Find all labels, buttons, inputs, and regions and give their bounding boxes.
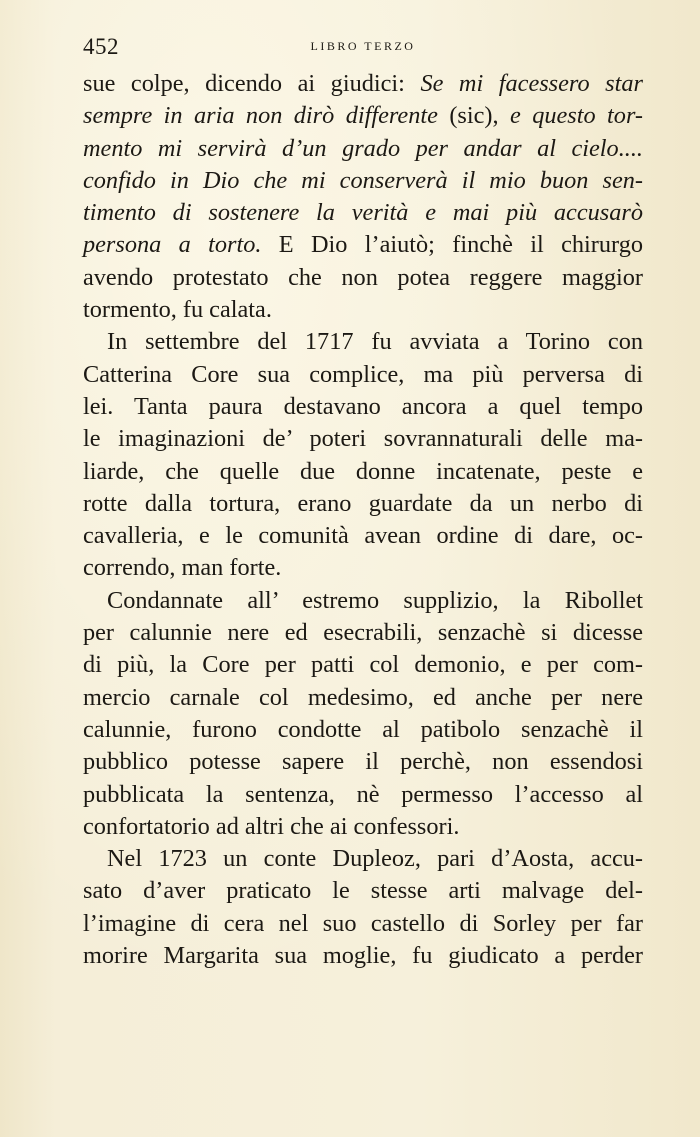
text-run: E Dio l’aiutò; finchè il chirurgo [278,231,643,259]
italic-text: mento mi servirà d’un grado per andar al cielo.... [83,134,643,162]
text-line [83,100,643,132]
text-run: morire Margarita sua moglie, fu giudicato a perder [83,942,643,970]
text-line [83,133,643,165]
text-run: Condannate all’ estremo supplizio, la Ribollet [107,586,643,614]
text-line [83,326,643,358]
text-line [83,520,643,552]
italic-text: persona a torto. [83,231,279,259]
italic-text: Se mi facessero star [420,70,643,97]
text-line [83,391,643,423]
page-number: 452 [83,34,119,59]
text-run: le imaginazioni de’ poteri sovrannaturali delle ma- [83,425,643,453]
text-line [83,294,643,326]
italic-text: confido in Dio che mi conserverà il mio buon sen- [83,166,643,194]
text-line [83,746,643,778]
running-title: LIBRO TERZO [310,39,416,53]
text-run: l’imagine di cera nel suo castello di Sorley per far [83,909,643,937]
text-run: Catterina Core sua complice, ma più perversa di [83,360,643,388]
body-text [83,68,643,972]
text-run: lei. Tanta paura destavano ancora a quel tempo [83,392,643,420]
text-line [83,811,643,843]
text-run: mercio carnale col medesimo, ed anche per nere [83,683,643,711]
text-line [83,423,643,455]
text-line [83,875,643,907]
text-run: avendo protestato che non potea reggere maggior [83,263,643,291]
text-run: correndo, man forte. [83,554,282,582]
text-line [83,456,643,488]
text-run: confortatorio ad altri che ai confessori. [83,812,460,840]
text-line [83,908,643,940]
text-line [83,940,643,972]
italic-text: timento di sostenere la verità e mai più accusarò [83,199,643,227]
text-line [83,488,643,520]
text-run: sato d’aver praticato le stesse arti malvage del- [83,877,643,905]
text-run: tormento, fu calata. [83,296,272,324]
text-run: cavalleria, e le comunità avean ordine di dare, oc- [83,522,643,550]
running-head [83,34,643,58]
text-run: Nel 1723 un conte Dupleoz, pari d’Aosta, accu- [107,845,643,873]
text-line [83,229,643,261]
text-line [83,359,643,391]
text-run: pubblico potesse sapere il perchè, non essendosi [83,748,643,776]
text-line [83,262,643,294]
text-line [83,714,643,746]
text-line [83,617,643,649]
text-line [83,649,643,681]
text-run: In settembre del 1717 fu avviata a Torino con [107,328,643,356]
text-run: (sic), [449,102,510,130]
text-line [83,552,643,584]
text-line [83,585,643,617]
text-run: rotte dalla tortura, erano guardate da un nerbo di [83,489,643,517]
text-run: per calunnie nere ed esecrabili, senzachè si dicesse [83,619,643,647]
text-run: pubblicata la sentenza, nè permesso l’accesso al [83,780,643,808]
text-run: di più, la Core per patti col demonio, e per com- [83,651,643,679]
text-line [83,165,643,197]
text-line [83,68,643,100]
text-line [83,843,643,875]
italic-text: sempre in aria non dirò differente [83,102,450,130]
text-line [83,197,643,229]
text-run: calunnie, furono condotte al patibolo senzachè il [83,715,643,743]
text-line [83,779,643,811]
text-line [83,682,643,714]
italic-text: e questo tor- [510,102,644,130]
text-run: sue colpe, dicendo ai giudici: [83,70,421,97]
text-run: liarde, che quelle due donne incatenate, peste e [83,457,643,485]
